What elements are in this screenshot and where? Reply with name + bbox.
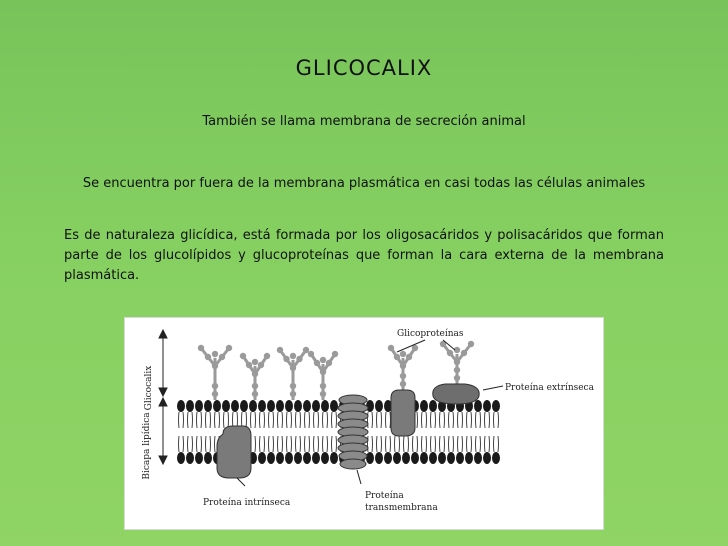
sugar-unit bbox=[388, 345, 394, 351]
sugar-unit bbox=[314, 360, 320, 366]
lipid-head bbox=[429, 400, 437, 412]
phospholipid bbox=[312, 400, 320, 428]
sugar-unit bbox=[320, 369, 326, 375]
lipid-tail bbox=[251, 412, 256, 428]
phospholipid bbox=[447, 436, 455, 464]
lipid-tail bbox=[215, 412, 220, 428]
glycan-tree bbox=[198, 345, 232, 400]
lipid-head bbox=[186, 400, 194, 412]
phospholipid bbox=[267, 436, 275, 464]
lipid-head bbox=[420, 400, 428, 412]
phospholipid bbox=[285, 400, 293, 428]
lipid-tail bbox=[323, 436, 328, 452]
lipid-head bbox=[303, 400, 311, 412]
lipid-head bbox=[366, 452, 374, 464]
lipid-head bbox=[186, 452, 194, 464]
phospholipid bbox=[474, 436, 482, 464]
lipid-head bbox=[483, 400, 491, 412]
sugar-unit bbox=[290, 365, 296, 371]
annotation-lines bbox=[237, 340, 503, 486]
lipid-tail bbox=[377, 412, 382, 428]
sugar-unit bbox=[332, 351, 338, 357]
lipid-tail bbox=[476, 436, 481, 452]
phospholipid bbox=[429, 436, 437, 464]
lipid-tail bbox=[377, 436, 382, 452]
lipid-head bbox=[438, 452, 446, 464]
lipid-head bbox=[375, 400, 383, 412]
sugar-unit bbox=[252, 371, 258, 377]
lipid-tail bbox=[431, 436, 436, 452]
lipid-tail bbox=[206, 412, 211, 428]
lipid-head bbox=[213, 400, 221, 412]
lipid-tail bbox=[188, 412, 193, 428]
phospholipid bbox=[195, 436, 203, 464]
sugar-unit bbox=[454, 375, 460, 381]
lipid-tail bbox=[269, 436, 274, 452]
lipid-head bbox=[267, 400, 275, 412]
sugar-unit bbox=[320, 357, 326, 363]
phospholipid bbox=[411, 436, 419, 464]
sugar-unit bbox=[219, 354, 225, 360]
transmembrana-label-1: Proteína bbox=[365, 491, 404, 501]
phospholipid bbox=[177, 400, 185, 428]
slide-paragraph: Es de naturaleza glicídica, está formada por los oligosacáridos y polisacáridos que forman parte de los glucolípidos y glucoproteínas que forman la cara externa de la membrana plasmática. bbox=[64, 228, 664, 283]
lipid-tail bbox=[476, 412, 481, 428]
sugar-unit bbox=[226, 345, 232, 351]
lipid-tail bbox=[386, 412, 391, 428]
lipid-tail bbox=[395, 436, 400, 452]
lipid-tail bbox=[449, 436, 454, 452]
phospholipid bbox=[384, 436, 392, 464]
bicapa-label: Bicapa lipídica bbox=[142, 412, 152, 480]
lipid-head bbox=[312, 452, 320, 464]
membrane-diagram bbox=[125, 318, 603, 529]
lipid-head bbox=[231, 400, 239, 412]
sugar-unit bbox=[447, 350, 453, 356]
lipid-head bbox=[375, 452, 383, 464]
sugar-unit bbox=[252, 383, 258, 389]
phospholipid bbox=[285, 436, 293, 464]
sugar-unit bbox=[400, 373, 406, 379]
phospholipid bbox=[393, 436, 401, 464]
lipid-tail bbox=[413, 436, 418, 452]
sugar-unit bbox=[326, 360, 332, 366]
phospholipid bbox=[303, 436, 311, 464]
lipid-tail bbox=[269, 412, 274, 428]
lipid-head bbox=[177, 400, 185, 412]
phospholipid bbox=[204, 400, 212, 428]
protein-intrinsic bbox=[217, 426, 251, 478]
phospholipid bbox=[186, 400, 194, 428]
phospholipid bbox=[375, 400, 383, 428]
glicocalix-label: Glicocalix bbox=[144, 365, 154, 411]
sugar-unit bbox=[454, 359, 460, 365]
sugar-unit bbox=[296, 356, 302, 362]
sugar-unit bbox=[252, 359, 258, 365]
sugar-unit bbox=[252, 391, 258, 397]
sugar-unit bbox=[406, 354, 412, 360]
lipid-head bbox=[321, 452, 329, 464]
phospholipid bbox=[330, 436, 338, 464]
lipid-tail bbox=[314, 412, 319, 428]
glycan-tree bbox=[388, 345, 418, 390]
phospholipid bbox=[303, 400, 311, 428]
phospholipid bbox=[438, 436, 446, 464]
sugar-unit bbox=[468, 341, 474, 347]
slide-statement: Se encuentra por fuera de la membrana plasmática en casi todas las células animales bbox=[82, 176, 646, 191]
lipid-head bbox=[285, 400, 293, 412]
phospholipid bbox=[204, 436, 212, 464]
lipid-tail bbox=[494, 436, 499, 452]
lipid-head bbox=[240, 400, 248, 412]
membrane-figure bbox=[125, 318, 603, 529]
lipid-head bbox=[177, 452, 185, 464]
lipid-tail bbox=[323, 412, 328, 428]
slide-title: GLICOCALIX bbox=[295, 56, 433, 80]
lipid-head bbox=[276, 452, 284, 464]
phospholipid bbox=[330, 400, 338, 428]
sugar-unit bbox=[320, 383, 326, 389]
phospholipid bbox=[222, 400, 230, 428]
lipid-head bbox=[429, 452, 437, 464]
lipid-tail bbox=[440, 436, 445, 452]
lipid-head bbox=[276, 400, 284, 412]
lipid-tail bbox=[458, 412, 463, 428]
phospholipid bbox=[177, 436, 185, 464]
phospholipid bbox=[492, 400, 500, 428]
lipid-head bbox=[204, 400, 212, 412]
lipid-head bbox=[411, 452, 419, 464]
lipid-head bbox=[303, 452, 311, 464]
lipid-tail bbox=[179, 436, 184, 452]
transmembrana-label-2: transmembrana bbox=[365, 503, 438, 513]
sugar-unit bbox=[258, 362, 264, 368]
slide-subtitle: También se llama membrana de secreción animal bbox=[202, 114, 526, 129]
lipid-tail bbox=[467, 412, 472, 428]
sugar-unit bbox=[240, 353, 246, 359]
glycan-tree bbox=[240, 353, 270, 400]
lipid-tail bbox=[494, 412, 499, 428]
sugar-unit bbox=[212, 383, 218, 389]
phospholipid bbox=[231, 400, 239, 428]
lipid-tail bbox=[332, 412, 337, 428]
sugar-unit bbox=[454, 367, 460, 373]
lipid-head bbox=[456, 452, 464, 464]
phospholipid bbox=[312, 436, 320, 464]
lipid-tail bbox=[305, 436, 310, 452]
lipid-tail bbox=[278, 436, 283, 452]
lipid-tail bbox=[260, 412, 265, 428]
lipid-tail bbox=[431, 412, 436, 428]
lipid-tail bbox=[287, 436, 292, 452]
phospholipid bbox=[402, 436, 410, 464]
lipid-tail bbox=[314, 436, 319, 452]
phospholipid bbox=[483, 400, 491, 428]
phospholipid bbox=[456, 436, 464, 464]
sugar-unit bbox=[212, 351, 218, 357]
sugar-unit bbox=[400, 363, 406, 369]
glicoproteinas-label: Glicoproteínas bbox=[397, 329, 464, 339]
glycoprotein-embedded bbox=[391, 390, 415, 436]
lipid-head bbox=[402, 452, 410, 464]
lipid-head bbox=[222, 400, 230, 412]
lipid-head bbox=[258, 452, 266, 464]
glycan-tree bbox=[277, 347, 309, 400]
phospholipid bbox=[375, 436, 383, 464]
extrinseca-label: Proteína extrínseca bbox=[505, 383, 594, 393]
lipid-tail bbox=[449, 412, 454, 428]
sugar-unit bbox=[400, 351, 406, 357]
lipid-head bbox=[294, 400, 302, 412]
phospholipid bbox=[213, 400, 221, 428]
sugar-unit bbox=[205, 354, 211, 360]
lipid-head bbox=[258, 400, 266, 412]
sugar-unit bbox=[400, 381, 406, 387]
phospholipid bbox=[474, 400, 482, 428]
lipid-head bbox=[474, 452, 482, 464]
lipid-head bbox=[330, 400, 338, 412]
sugar-unit bbox=[290, 353, 296, 359]
phospholipid bbox=[429, 400, 437, 428]
lipid-tail bbox=[296, 412, 301, 428]
lipid-tail bbox=[305, 412, 310, 428]
lipid-tail bbox=[278, 412, 283, 428]
lipid-tail bbox=[197, 412, 202, 428]
phospholipid bbox=[465, 400, 473, 428]
lipid-head bbox=[204, 452, 212, 464]
phospholipid bbox=[420, 436, 428, 464]
lipid-tail bbox=[458, 436, 463, 452]
sugar-unit bbox=[461, 350, 467, 356]
phospholipid bbox=[186, 436, 194, 464]
lipid-head bbox=[285, 452, 293, 464]
phospholipid bbox=[195, 400, 203, 428]
phospholipid bbox=[249, 400, 257, 428]
lipid-tail bbox=[422, 412, 427, 428]
lipid-tail bbox=[296, 436, 301, 452]
lipid-tail bbox=[368, 436, 373, 452]
lipid-head bbox=[492, 400, 500, 412]
lipid-tail bbox=[332, 436, 337, 452]
lipid-tail bbox=[260, 436, 265, 452]
bicapa-bracket bbox=[159, 398, 167, 464]
lipid-head bbox=[483, 452, 491, 464]
lipid-tail bbox=[368, 412, 373, 428]
lipid-head bbox=[195, 452, 203, 464]
protein-extrinsic bbox=[433, 384, 479, 404]
phospholipid bbox=[420, 400, 428, 428]
sugar-unit bbox=[320, 391, 326, 397]
lipid-head bbox=[312, 400, 320, 412]
intrinseca-label: Proteína intrínseca bbox=[203, 498, 291, 508]
lipid-head bbox=[420, 452, 428, 464]
lipid-tail bbox=[224, 412, 229, 428]
phospholipid bbox=[258, 436, 266, 464]
phospholipid bbox=[267, 400, 275, 428]
sugar-unit bbox=[394, 354, 400, 360]
phospholipid bbox=[276, 436, 284, 464]
phospholipid bbox=[294, 400, 302, 428]
phospholipid bbox=[258, 400, 266, 428]
lipid-tail bbox=[485, 436, 490, 452]
sugar-unit bbox=[212, 363, 218, 369]
phospholipid bbox=[276, 400, 284, 428]
lipid-tail bbox=[422, 436, 427, 452]
lipid-tail bbox=[404, 436, 409, 452]
phospholipid bbox=[294, 436, 302, 464]
lipid-tail bbox=[485, 412, 490, 428]
lipid-head bbox=[195, 400, 203, 412]
sugar-unit bbox=[246, 362, 252, 368]
protein-transmembrane bbox=[338, 395, 368, 469]
lipid-head bbox=[393, 452, 401, 464]
sugar-unit bbox=[308, 351, 314, 357]
phospholipid bbox=[438, 400, 446, 428]
sugar-unit bbox=[290, 391, 296, 397]
lipid-head bbox=[492, 452, 500, 464]
lipid-head bbox=[249, 400, 257, 412]
lipid-tail bbox=[287, 412, 292, 428]
glycan-tree bbox=[440, 341, 474, 384]
glicocalix-bracket bbox=[159, 330, 167, 396]
lipid-head bbox=[330, 452, 338, 464]
phospholipid bbox=[321, 400, 329, 428]
phospholipid bbox=[465, 436, 473, 464]
lipid-tail bbox=[206, 436, 211, 452]
sugar-unit bbox=[283, 356, 289, 362]
lipid-head bbox=[294, 452, 302, 464]
lipid-head bbox=[384, 452, 392, 464]
sugar-unit bbox=[277, 347, 283, 353]
sugar-unit bbox=[198, 345, 204, 351]
glycan-tree bbox=[308, 351, 338, 400]
lipid-tail bbox=[386, 436, 391, 452]
lipid-head bbox=[267, 452, 275, 464]
sugar-unit bbox=[264, 353, 270, 359]
lipid-head bbox=[465, 452, 473, 464]
sugar-unit bbox=[303, 347, 309, 353]
lipid-head bbox=[447, 452, 455, 464]
phospholipid bbox=[240, 400, 248, 428]
lipid-tail bbox=[197, 436, 202, 452]
phospholipid bbox=[492, 436, 500, 464]
sugar-unit bbox=[212, 391, 218, 397]
phospholipid bbox=[483, 436, 491, 464]
lipid-tail bbox=[440, 412, 445, 428]
lipid-head bbox=[474, 400, 482, 412]
sugar-unit bbox=[290, 383, 296, 389]
lipid-head bbox=[321, 400, 329, 412]
lipid-tail bbox=[179, 412, 184, 428]
lipid-tail bbox=[467, 436, 472, 452]
lipid-tail bbox=[188, 436, 193, 452]
phospholipid bbox=[321, 436, 329, 464]
